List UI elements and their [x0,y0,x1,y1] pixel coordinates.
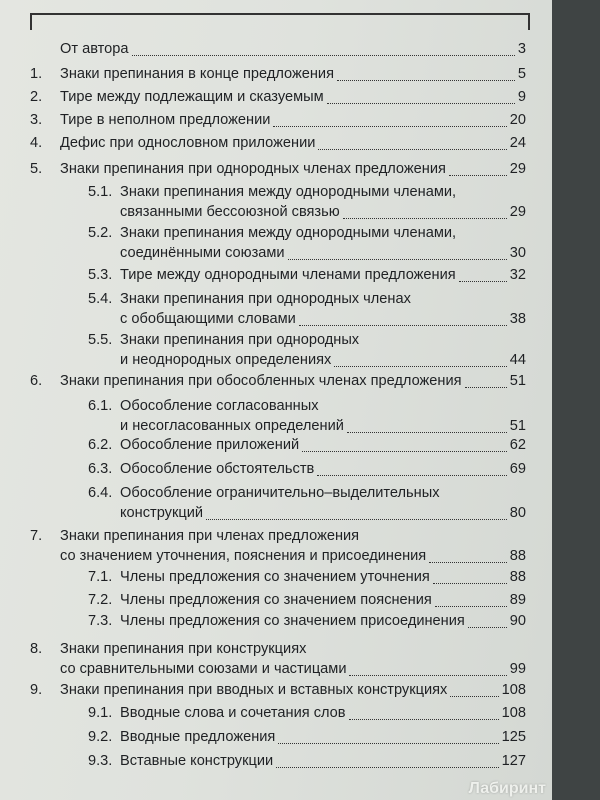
toc-entry-title: связанными бессоюзной связью [120,204,340,220]
toc-entry-title-line [120,395,319,417]
toc-entry-title-line [60,38,526,60]
toc-page-number: 9 [517,89,526,105]
toc-page-number: 108 [501,682,526,698]
toc-page-number: 29 [509,161,526,177]
toc-entry-number: 5. [30,161,43,177]
toc-entry-title: и неоднородных определениях [120,352,332,368]
toc-entry-title-line [120,610,526,632]
toc-entry [30,63,526,85]
toc-entry [30,589,526,611]
toc-entry-title: Вводные предложения [120,729,276,745]
toc-entry-number: 2. [30,89,43,105]
dot-leader [450,695,498,697]
toc-entry-title-line [60,132,526,154]
dot-leader [468,626,507,628]
toc-entry-title-line [120,434,526,456]
toc-entry-title: Знаки препинания при конструкциях [60,641,307,657]
toc-entry [30,726,526,748]
toc-entry-title: Обособление приложений [120,437,300,453]
toc-entry [30,395,526,437]
dot-leader [459,280,507,282]
toc-entry-number: 5.1. [88,184,113,200]
toc-page-number: 29 [509,204,526,220]
toc-entry-title: соединёнными союзами [120,245,285,261]
toc-entry-title: Знаки препинания при членах предложения [60,528,360,544]
toc-entry-title-line [60,86,526,108]
toc-entry-title: Тире между подлежащим и сказуемым [60,89,324,105]
toc-entry-number: 6. [30,373,43,389]
toc-page-number: 38 [509,311,526,327]
toc-entry-title: Знаки препинания при вводных и вставных конструкциях [60,682,448,698]
header-rule-right-tick [528,14,530,30]
toc-entry [30,181,526,223]
toc-page-number: 89 [509,592,526,608]
toc-entry-title: Члены предложения со значением присоединения [120,613,465,629]
dot-leader [302,450,507,452]
dot-leader [337,79,515,81]
toc-page-number: 88 [509,569,526,585]
toc-entry [30,610,526,632]
dot-leader [433,582,507,584]
toc-page-number: 69 [509,461,526,477]
toc-entry [30,679,526,701]
toc-entry-title: со сравнительными союзами и частицами [60,661,347,677]
toc-entry-number: 7.1. [88,569,113,585]
dot-leader [299,324,507,326]
toc-page-number: 5 [517,66,526,82]
toc-entry-number: 6.3. [88,461,113,477]
toc-entry-title-line [120,502,526,524]
toc-entry [30,434,526,456]
toc-entry-title: Знаки препинания при однородных [120,332,360,348]
toc-entry-title: Вводные слова и сочетания слов [120,705,346,721]
dot-leader [317,474,506,476]
toc-entry-title-line [60,158,526,180]
toc-entry [30,264,526,286]
toc-entry [30,329,526,371]
toc-entry-title: Знаки препинания в конце предложения [60,66,334,82]
toc-entry-title: Тире в неполном предложении [60,112,271,128]
toc-entry-number: 9.1. [88,705,113,721]
toc-entry-title: Дефис при однословном приложении [60,135,316,151]
toc-entry-title-line [60,525,359,547]
toc-entry-title-line [120,726,526,748]
dot-leader [349,718,499,720]
toc-page-number: 127 [501,753,526,769]
toc-page-number: 99 [509,661,526,677]
toc-entry-title-line [120,242,526,264]
toc-page-number: 51 [509,373,526,389]
dot-leader [276,766,498,768]
watermark-logo: Лабиринт [468,780,546,797]
toc-entry-title-line [120,181,456,203]
toc-entry-title: Знаки препинания между однородными членами, [120,225,457,241]
toc-entry-title-line [60,370,526,392]
toc-entry-title: От автора [60,41,129,57]
toc-entry-number: 5.3. [88,267,113,283]
dot-leader [278,742,498,744]
toc-entry-number: 5.4. [88,291,113,307]
toc-page-number: 80 [509,505,526,521]
toc-entry [30,38,526,60]
toc-page-number: 62 [509,437,526,453]
dot-leader [343,217,507,219]
toc-page-number: 20 [509,112,526,128]
toc-page-number: 32 [509,267,526,283]
toc-entry [30,222,526,264]
dot-leader [349,674,506,676]
toc-entry-title-line [60,63,526,85]
toc-entry-number: 3. [30,112,43,128]
toc-entry-number: 4. [30,135,43,151]
toc-entry [30,132,526,154]
dot-leader [465,386,507,388]
toc-page-number: 88 [509,548,526,564]
toc-entry-title-line [120,566,526,588]
toc-entry-number: 6.1. [88,398,113,414]
toc-entry-title: Обособление обстоятельств [120,461,315,477]
toc-entry-number: 7.2. [88,592,113,608]
toc-entry-title-line [120,750,526,772]
toc-entry-number: 9.2. [88,729,113,745]
toc-entry [30,566,526,588]
toc-entry-number: 6.2. [88,437,113,453]
dot-leader [273,125,506,127]
toc-entry-title: Члены предложения со значением пояснения [120,592,432,608]
toc-entry-title: Обособление ограничительно–выделительных [120,485,440,501]
toc-entry-title-line [60,679,526,701]
toc-entry-title: со значением уточнения, пояснения и присоединения [60,548,427,564]
toc-entry-number: 8. [30,641,43,657]
toc-entry [30,702,526,724]
toc-page-number: 108 [501,705,526,721]
toc-page-number: 44 [509,352,526,368]
toc-page-number: 3 [517,41,526,57]
dot-leader [206,518,507,520]
toc-entry-title-line [60,638,306,660]
toc-entry-number: 6.4. [88,485,113,501]
toc-entry [30,482,526,524]
toc-entry [30,288,526,330]
toc-entry-title-line [120,702,526,724]
toc-entry-title-line [120,201,526,223]
toc-entry-title: с обобщающими словами [120,311,296,327]
toc-entry-title-line [120,482,440,504]
dot-leader [132,54,515,56]
dot-leader [429,561,507,563]
toc-entry-title-line [120,329,359,351]
dot-leader [318,148,506,150]
toc-entry-title: Знаки препинания при однородных членах [120,291,411,307]
toc-entry-title: Знаки препинания при однородных членах предложения [60,161,446,177]
toc-entry-number: 5.5. [88,332,113,348]
toc-page-number: 51 [509,418,526,434]
toc-entry [30,109,526,131]
toc-entry-number: 9. [30,682,43,698]
toc-entry-title-line [120,288,411,310]
toc-entry-title: Обособление согласованных [120,398,319,414]
toc-entry-title-line [120,264,526,286]
toc-entry [30,158,526,180]
toc-entry-number: 7. [30,528,43,544]
toc-entry [30,750,526,772]
toc-entry [30,370,526,392]
toc-entry-title-line [120,308,526,330]
dot-leader [449,174,507,176]
toc-entry-title: конструкций [120,505,204,521]
toc-entry [30,86,526,108]
toc-page-number: 90 [509,613,526,629]
toc-entry-title: Тире между однородными членами предложения [120,267,456,283]
toc-entry-title: Знаки препинания при обособленных членах предложения [60,373,462,389]
toc-entry-number: 1. [30,66,43,82]
dot-leader [435,605,507,607]
toc-entry-number: 7.3. [88,613,113,629]
toc-entry [30,458,526,480]
toc-entry-title: и несогласованных определений [120,418,344,434]
toc-page-number: 30 [509,245,526,261]
toc-entry-title-line [60,545,526,567]
toc-entry [30,638,526,680]
toc-entry-title-line [120,589,526,611]
toc-entry-title: Вставные конструкции [120,753,274,769]
toc-entry-title-line [120,222,456,244]
toc-entry-title: Знаки препинания между однородными членами, [120,184,457,200]
dot-leader [288,258,507,260]
toc-entry-title-line [60,109,526,131]
toc-page-number: 24 [509,135,526,151]
toc-entry-number: 9.3. [88,753,113,769]
header-rule-left-tick [30,14,32,30]
toc-entry-title-line [60,658,526,680]
toc-entry-number: 5.2. [88,225,113,241]
dot-leader [334,365,506,367]
dot-leader [347,431,507,433]
toc-entry [30,525,526,567]
toc-entry-title-line [120,349,526,371]
toc-page-number: 125 [501,729,526,745]
header-rule [30,13,530,15]
toc-entry-title: Члены предложения со значением уточнения [120,569,430,585]
dot-leader [327,102,515,104]
toc-entry-title-line [120,458,526,480]
